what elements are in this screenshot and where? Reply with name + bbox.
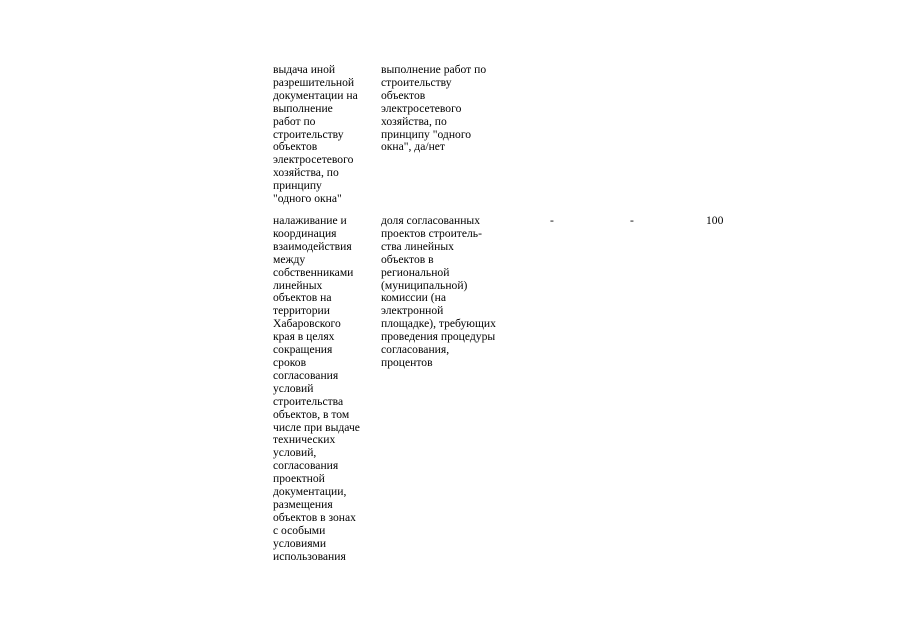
row-2-value-2: - <box>630 214 634 227</box>
row-2-action-text: налаживание и координация взаимодействия между собственниками линейных объектов на территории Хабаровского края в целях сокращения сроков согласования условий строительства объектов, в том числе при выдаче технических условий, согласования проектной документации, размещения объектов в зонах с особыми условиями использования <box>273 214 360 563</box>
row-1-action-text: выдача иной разрешительной документации на выполнение работ по строительству объектов электросетевого хозяйства, по принципу "одного окна" <box>273 63 358 206</box>
row-1-indicator-text: выполнение работ по строительству объектов электросетевого хозяйства, по принципу "одного окна", да/нет <box>381 63 487 154</box>
row-2-indicator-text: доля согласованных проектов строитель- ства линейных объектов в региональной (муниципальной) комиссии (на электронной площадке), требующих проведения процедуры согласования, процентов <box>381 214 496 369</box>
row-2-value-1: - <box>550 214 554 227</box>
row-2-value-3: 100 <box>706 214 724 227</box>
